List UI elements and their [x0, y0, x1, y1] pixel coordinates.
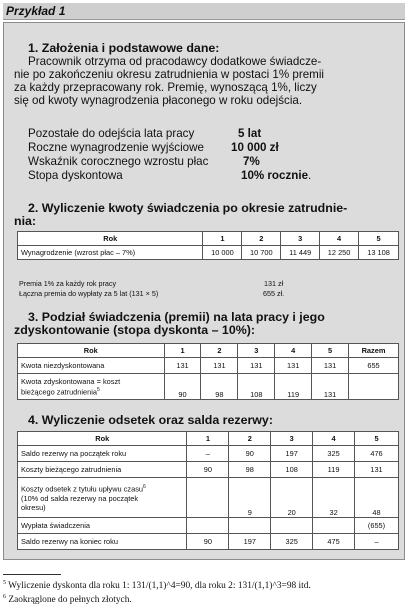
table-cell: 13 108	[359, 246, 399, 260]
param-value	[241, 169, 311, 182]
section1-text-line-2: nie po zakończeniu okresu zatrudnienia w postaci 1% premii	[14, 68, 324, 81]
param-value-suffix: .	[308, 169, 312, 182]
row-label: Koszty bieżącego zatrudnienia	[18, 462, 187, 478]
table-cell: 48	[355, 478, 399, 518]
discount-table	[17, 343, 399, 400]
param-value-text: 10% rocznie	[241, 169, 309, 182]
table-row	[18, 462, 399, 478]
table-row	[18, 478, 399, 518]
table-cell: 131	[201, 358, 238, 374]
footnote-6	[3, 592, 132, 606]
table-cell	[187, 518, 229, 534]
param-label: Stopa dyskontowa	[28, 169, 123, 182]
section1-text-line-3: za każdy przepracowany rok. Premię, wynoszącą 1%, liczy	[14, 81, 317, 94]
table-header-cell: 4	[320, 232, 359, 246]
table-header-cell: Razem	[349, 344, 399, 358]
table-cell: 98	[201, 374, 238, 400]
table-cell: 98	[229, 462, 271, 478]
footnote-text: Zaokrąglone do pełnych złotych.	[6, 595, 132, 606]
table-cell: 475	[313, 534, 355, 550]
table-cell	[349, 374, 399, 400]
table-cell: 197	[271, 446, 313, 462]
table-row	[18, 534, 399, 550]
table-cell: 90	[187, 534, 229, 550]
table-row	[18, 246, 399, 260]
table-cell: 325	[271, 534, 313, 550]
table-row	[18, 374, 399, 400]
footnote-5	[3, 578, 311, 592]
section1-text-line-1: Pracownik otrzyma od pracodawcy dodatkowe świadcze-	[28, 55, 322, 68]
salary-table	[17, 231, 399, 260]
table-cell: 90	[229, 446, 271, 462]
footnote-mark: 6	[3, 594, 6, 600]
table-cell	[271, 518, 313, 534]
section3-title-line-2: zdyskontowanie (stopa dyskonta – 10%):	[14, 323, 255, 337]
row-label: Wynagrodzenie (wzrost płac – 7%)	[18, 246, 203, 260]
table-cell: 11 449	[281, 246, 320, 260]
table-cell: –	[355, 534, 399, 550]
row-label-text: bieżącego zatrudnienia	[21, 387, 98, 397]
section1-title: 1. Założenia i podstawowe dane:	[28, 41, 220, 55]
row-label: Wypłata świadczenia	[18, 518, 187, 534]
note-value: 131 zł	[264, 279, 284, 288]
table-cell: 655	[349, 358, 399, 374]
table-cell: 12 250	[320, 246, 359, 260]
table-header-cell: Rok	[18, 344, 165, 358]
table-header-cell: 3	[271, 432, 313, 446]
table-row	[18, 446, 399, 462]
table-cell	[313, 518, 355, 534]
param-value: 5 lat	[238, 127, 262, 140]
table-header-cell: 5	[355, 432, 399, 446]
table-header-row	[18, 232, 399, 246]
table-cell: 131	[312, 358, 349, 374]
example-header: Przykład 1	[3, 3, 405, 20]
row-label-line-2	[21, 386, 161, 396]
table-cell: 90	[164, 374, 201, 400]
table-header-cell: 5	[359, 232, 399, 246]
table-header-row	[18, 344, 399, 358]
row-label-text: Koszty odsetek z tytułu upływu czasu	[21, 484, 144, 494]
row-label	[18, 478, 187, 518]
row-label-line-3: okresu)	[21, 502, 46, 512]
param-value: 10 000 zł	[231, 141, 279, 154]
footnote-divider	[3, 574, 61, 575]
footnote-mark: 5	[3, 580, 6, 586]
table-cell: 20	[271, 478, 313, 518]
row-label: Kwota niezdyskontowana	[18, 358, 165, 374]
table-cell: 119	[313, 462, 355, 478]
table-cell: 325	[313, 446, 355, 462]
note-label: Premia 1% za każdy rok pracy	[19, 279, 117, 288]
row-label-line-1: Kwota zdyskontowana = koszt	[21, 376, 121, 386]
table-header-cell: 1	[203, 232, 242, 246]
table-cell: –	[187, 446, 229, 462]
table-cell: (655)	[355, 518, 399, 534]
table-row	[18, 518, 399, 534]
table-cell: 197	[229, 534, 271, 550]
param-label: Pozostałe do odejścia lata pracy	[28, 127, 195, 140]
table-header-cell: Rok	[18, 432, 187, 446]
table-cell: 90	[187, 462, 229, 478]
table-cell: 131	[275, 358, 312, 374]
table-cell: 119	[275, 374, 312, 400]
table-header-cell: Rok	[18, 232, 203, 246]
section3-title-line-1: 3. Podział świadczenia (premii) na lata pracy i jego	[28, 310, 325, 324]
row-label	[18, 374, 165, 400]
footnote-ref: 6	[143, 484, 146, 491]
table-cell: 108	[238, 374, 275, 400]
table-header-cell: 4	[313, 432, 355, 446]
note-value: 655 zł.	[263, 289, 285, 298]
section1-text-line-4: się od kwoty wynagrodzenia płaconego w roku odejścia.	[14, 94, 303, 107]
section2-title-line-1: 2. Wyliczenie kwoty świadczenia po okresie zatrudnie-	[28, 201, 348, 215]
table-cell: 131	[312, 374, 349, 400]
table-cell: 131	[164, 358, 201, 374]
section4-title: 4. Wyliczenie odsetek oraz salda rezerwy:	[28, 413, 273, 427]
table-header-cell: 4	[275, 344, 312, 358]
table-header-cell: 1	[164, 344, 201, 358]
param-label: Roczne wynagrodzenie wyjściowe	[28, 141, 204, 154]
footnote-ref: 5	[97, 386, 100, 393]
section2-title-line-2: nia:	[14, 214, 37, 228]
table-header-cell: 5	[312, 344, 349, 358]
table-cell: 108	[271, 462, 313, 478]
table-cell	[229, 518, 271, 534]
table-header-cell: 2	[229, 432, 271, 446]
table-cell: 10 700	[242, 246, 281, 260]
note-label: Łączna premia do wypłaty za 5 lat (131 × 5)	[19, 289, 159, 298]
table-header-cell: 2	[242, 232, 281, 246]
table-cell: 10 000	[203, 246, 242, 260]
table-cell	[187, 478, 229, 518]
table-header-cell: 1	[187, 432, 229, 446]
row-label: Saldo rezerwy na koniec roku	[18, 534, 187, 550]
table-header-cell: 3	[281, 232, 320, 246]
reserve-table	[17, 431, 399, 550]
row-label-line-2: (10% od salda rezerwy na początek	[21, 493, 139, 503]
table-cell: 32	[313, 478, 355, 518]
footnote-text: Wyliczenie dyskonta dla roku 1: 131/(1,1)^4=90, dla roku 2: 131/(1,1)^3=98 itd.	[6, 581, 311, 592]
example-box	[3, 22, 405, 560]
row-label-line-1	[21, 483, 183, 493]
table-cell: 131	[355, 462, 399, 478]
table-cell: 476	[355, 446, 399, 462]
table-cell: 9	[229, 478, 271, 518]
table-header-cell: 2	[201, 344, 238, 358]
table-cell: 131	[238, 358, 275, 374]
row-label: Saldo rezerwy na początek roku	[18, 446, 187, 462]
table-row	[18, 358, 399, 374]
param-label: Wskaźnik corocznego wzrostu płac	[28, 155, 209, 168]
param-value: 7%	[243, 155, 260, 168]
table-header-row	[18, 432, 399, 446]
table-header-cell: 3	[238, 344, 275, 358]
